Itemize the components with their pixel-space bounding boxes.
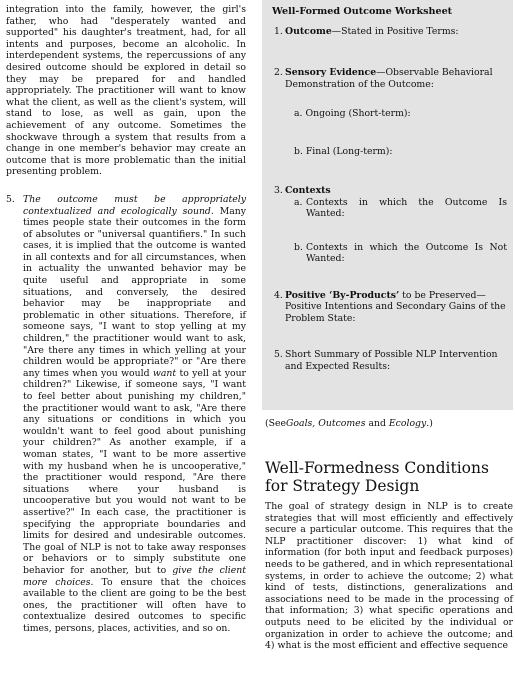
sub-item-number: a. <box>294 196 303 208</box>
item-number: 1. <box>274 25 283 37</box>
item-number: 3. <box>274 185 283 196</box>
item-label: Outcome <box>285 25 332 37</box>
section-heading: Well-Formedness Conditions for Strategy Design <box>265 459 489 495</box>
sub-item-contexts-not-wanted <box>294 242 507 265</box>
item-text: —Observable Behavioral Demonstration of the Outcome: <box>285 67 493 90</box>
worksheet-item-sensory-evidence <box>274 67 507 90</box>
worksheet-item-summary <box>274 349 507 372</box>
list-item-body-1: Many times people state their outcomes in the form of absolutes or "universal quantifiers." In such cases, it is implied that the outcome is wanted in all contexts and for all circumstances, when in actuality the unwanted behavior may be quite useful and appropriate in some situations, and conversely, the desired behavior may be inappropriate and problematic in other situations. Therefore, if someone says, "I want to stop yelling at my children," the practitioner would want to ask, "Are there any times in which yelling at your children would be appropriate?" or "Are there any times when you would <box>23 205 246 379</box>
list-item-body-3: To ensure that the choices available to the client are going to be the best ones, the practitioner will often have to contextualize desired outcomes to specific times, persons, places, activities, and so on. <box>23 576 246 634</box>
list-item-heading: The outcome must be appropriately contextualized and ecologically sound. <box>23 193 246 217</box>
sub-item-text: Contexts in which the Outcome Is Not Wanted: <box>306 241 507 264</box>
item-label: Positive ‘By-Products’ <box>285 289 400 301</box>
worksheet-item-by-products <box>274 290 507 325</box>
worksheet-item-contexts <box>274 185 507 197</box>
see-also-term: Ecology <box>388 418 427 429</box>
emphasis-more-choices: give the client more choices. <box>23 564 246 588</box>
sub-item-number: b. <box>294 241 303 253</box>
item-text: Short Summary of Possible NLP Intervention and Expected Results: <box>285 349 498 372</box>
item-number: 5. <box>274 349 283 360</box>
section-body: The goal of strategy design in NLP is to create strategies that will most efficiently and effectively secure a particular outcome. This requires that the NLP practitioner discover: 1) what kind of information (for both input and feedback purposes) needs to be gathered, and in which representational systems, in order to achieve the outcome; 2) what kind of tests, distinctions, generalizations and associations need to be made in the processing of that information; 3) what specific operations and outputs need to be elicited by the individual or organization in order to achieve the outcome; and 4) what is the most efficient and effective sequence <box>265 501 513 652</box>
see-also-suffix: .) <box>426 418 433 429</box>
sub-item-text: Contexts in which the Outcome Is Wanted: <box>306 196 507 219</box>
item-number: 4. <box>274 289 283 301</box>
sub-item-final: b. Final (Long-term): <box>294 145 393 157</box>
see-also-prefix: (See <box>265 418 286 429</box>
list-item-5-text <box>6 193 247 635</box>
item-text: —Stated in Positive Terms: <box>331 25 459 37</box>
item-number: 2. <box>274 67 283 78</box>
see-also-term: Goals, Outcomes <box>286 418 366 429</box>
item-label: Sensory Evidence <box>285 67 377 78</box>
left-column <box>6 4 246 634</box>
worksheet-item-outcome <box>274 26 507 38</box>
worksheet-title: Well-Formed Outcome Worksheet <box>272 6 453 17</box>
sub-item-contexts-wanted <box>294 197 507 220</box>
see-also-and: and <box>368 418 386 429</box>
sub-item-ongoing: a. Ongoing (Short-term): <box>294 108 411 119</box>
see-also-note <box>265 418 513 429</box>
right-column <box>262 0 513 652</box>
list-item-number: 5. <box>6 193 15 205</box>
emphasis-want: want <box>152 367 177 379</box>
item-label: Contexts <box>285 185 331 196</box>
list-item-body-2: to yell at your children?" Likewise, if someone says, "I want to feel better about punishing my children," the practitioner would want to ask, "Are there any situations or conditions in which you wouldn't want to feel good about punishing your children?" As another example, if a woman states, "I want to be more assertive with my husband when he is uncooperative," the practitioner would respond, "Are there situations where your husband is uncooperative but you would not want to be assertive?" In each case, the practitioner is specifying the appropriate boundaries and limits for desired and undesirable outcomes. The goal of NLP is not to take away responses or behaviors or to simply substitute one behavior for another, but to <box>23 367 247 576</box>
list-item-5 <box>6 194 246 635</box>
paragraph-ecology-intro: integration into the family, however, the girl's father, who had "desperately wanted and supported" his daughter's treatment, had, for all intents and purposes, become an alcoholic. In interdependent systems, the repercussions of any desired outcome should be explored in detail so they may be prepared for and handled appropriately. The practitioner will want to know what the client, as well as the client's system, will stand to lose, as well as gain, upon the achievement of any outcome. Sometimes the shockwave through a system that results from a change in one member's behavior may create an outcome that is more problematic than the initial presenting problem. <box>6 4 246 178</box>
item-text: to be Preserved—Positive Intentions and Secondary Gains of the Problem State: <box>285 289 506 324</box>
worksheet-box <box>262 0 513 410</box>
